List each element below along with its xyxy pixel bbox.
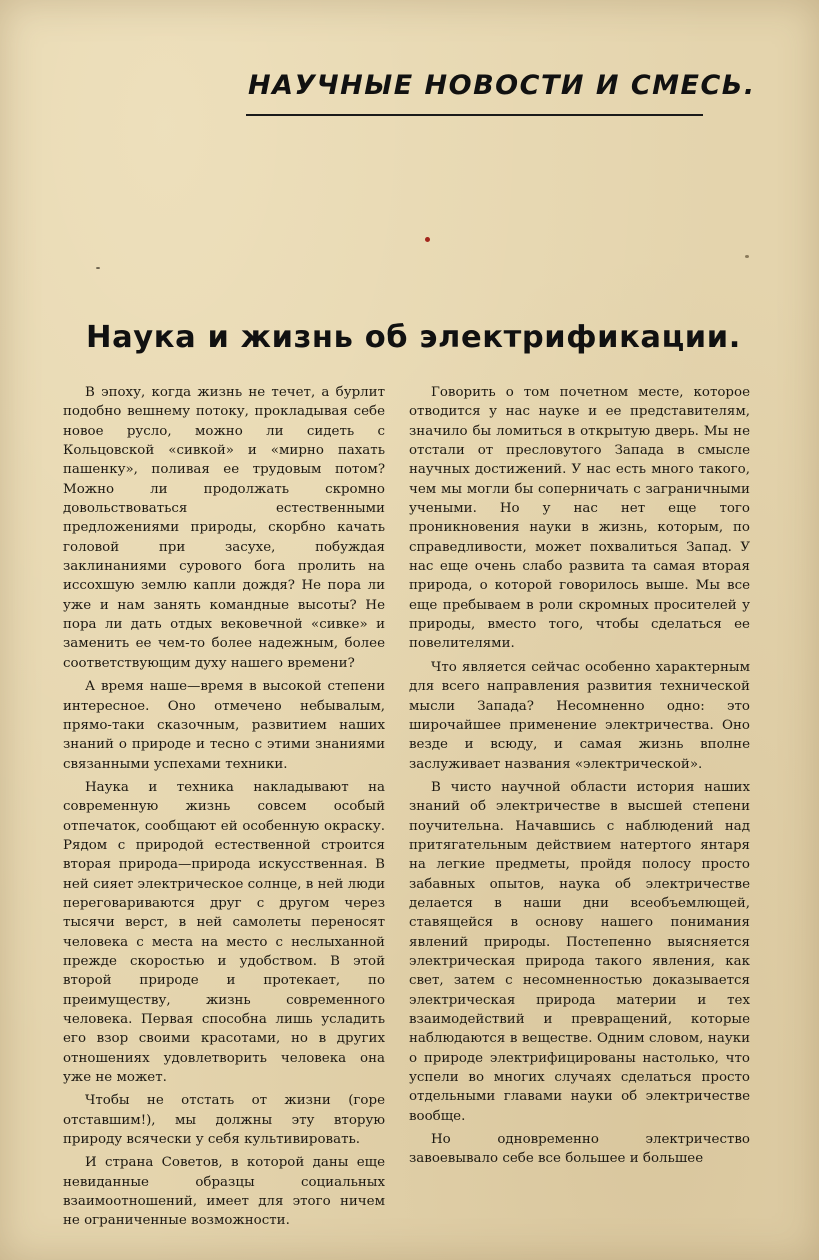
paragraph: Но одновременно электричество завоевывало себе все большее и большее	[409, 1132, 750, 1167]
section-title-underline	[246, 114, 703, 116]
paper-speck	[96, 267, 100, 269]
paper-speck	[745, 255, 749, 258]
paragraph: Наука и техника накладывают на современную жизнь совсем особый отпечаток, сообщают ей особенную окраску. Рядом с природой естественной строится вторая природа—природа искусственная. В ней сияет электрическое солнце, в ней люди переговариваются друг с другом через тысячи верст, в ней самолеты переносят человека с места на место с неслыханной прежде скоростью и удобством. В этой второй природе и протекает, по преимуществу, жизнь современного человека. Первая способна лишь усладить его взор своими красотами, но в других отношениях удовлетворить человека она уже не может.	[63, 779, 385, 1086]
red-ink-speck	[425, 237, 430, 242]
section-title: НАУЧНЫЕ НОВОСТИ И СМЕСЬ.	[248, 70, 756, 101]
article-right-column	[409, 383, 750, 1169]
article-title: Наука и жизнь об электрификации.	[86, 320, 741, 355]
paragraph: И страна Советов, в которой даны еще невиданные образцы социальных взаимоотношений, имеет для этого ничем не ограниченные возможности.	[63, 1155, 385, 1229]
paragraph: А время наше—время в высокой степени интересное. Оно отмечено небывалым, прямо-таки сказочным, развитием наших знаний о природе и тесно с этими знаниями связанными успехами техники.	[63, 679, 385, 772]
paragraph: Чтобы не отстать от жизни (горе отставшим!), мы должны эту вторую природу всячески у себя культивировать.	[63, 1093, 385, 1148]
article-left-column	[63, 383, 385, 1231]
paragraph: В чисто научной области история наших знаний об электричестве в высшей степени поучительна. Начавшись с наблюдений над притягательным действием натертого янтаря на легкие предметы, пройдя полосу просто забавных опытов, наука об электричестве делается в наши дни всеобъемлющей, ставящейся в основу нашего понимания явлений природы. Постепенно выясняется электрическая природа такого явления, как свет, затем с несомненностью доказывается электрическая природа материи и тех взаимодействий и превращений, которые наблюдаются в веществе. Одним словом, науки о природе электрифицированы настолько, что успели во многих случаях сделаться просто отдельными главами науки об электричестве вообще.	[409, 779, 750, 1124]
paragraph: В эпоху, когда жизнь не течет, а бурлит подобно вешнему потоку, прокладывая себе новое русло, можно ли сидеть с Кольцовской «сивкой» и «мирно пахать пашенку», поливая ее трудовым потом? Можно ли продолжать скромно довольствоваться естественными предложениями природы, скорбно качать головой при засухе, побуждая заклинаниями сурового бога пролить на иссохшую землю капли дождя? Не пора ли уже и нам занять командные высоты? Не пора ли дать отдых вековечной «сивке» и заменить ее чем-то более надежным, более соответствующим духу нашего времени?	[63, 385, 385, 671]
paragraph: Говорить о том почетном месте, которое отводится у нас науке и ее представителям, значило бы ломиться в открытую дверь. Мы не отстали от пресловутого Запада в смысле научных достижений. У нас есть много такого, чем мы могли бы соперничать с заграничными учеными. Но у нас нет еще того проникновения науки в жизнь, которым, по справедливости, может похвалиться Запад. У нас еще очень слабо развита та самая вторая природа, о которой говорилось выше. Мы все еще пребываем в роли скромных просителей у природы, вместо того, чтобы сделаться ее повелителями.	[409, 385, 750, 652]
paragraph: Что является сейчас особенно характерным для всего направления развития технической мысли Запада? Несомненно одно: это широчайшее применение электричества. Оно везде и всюду, и самая жизнь вполне заслуживает названия «электрической».	[409, 659, 750, 772]
